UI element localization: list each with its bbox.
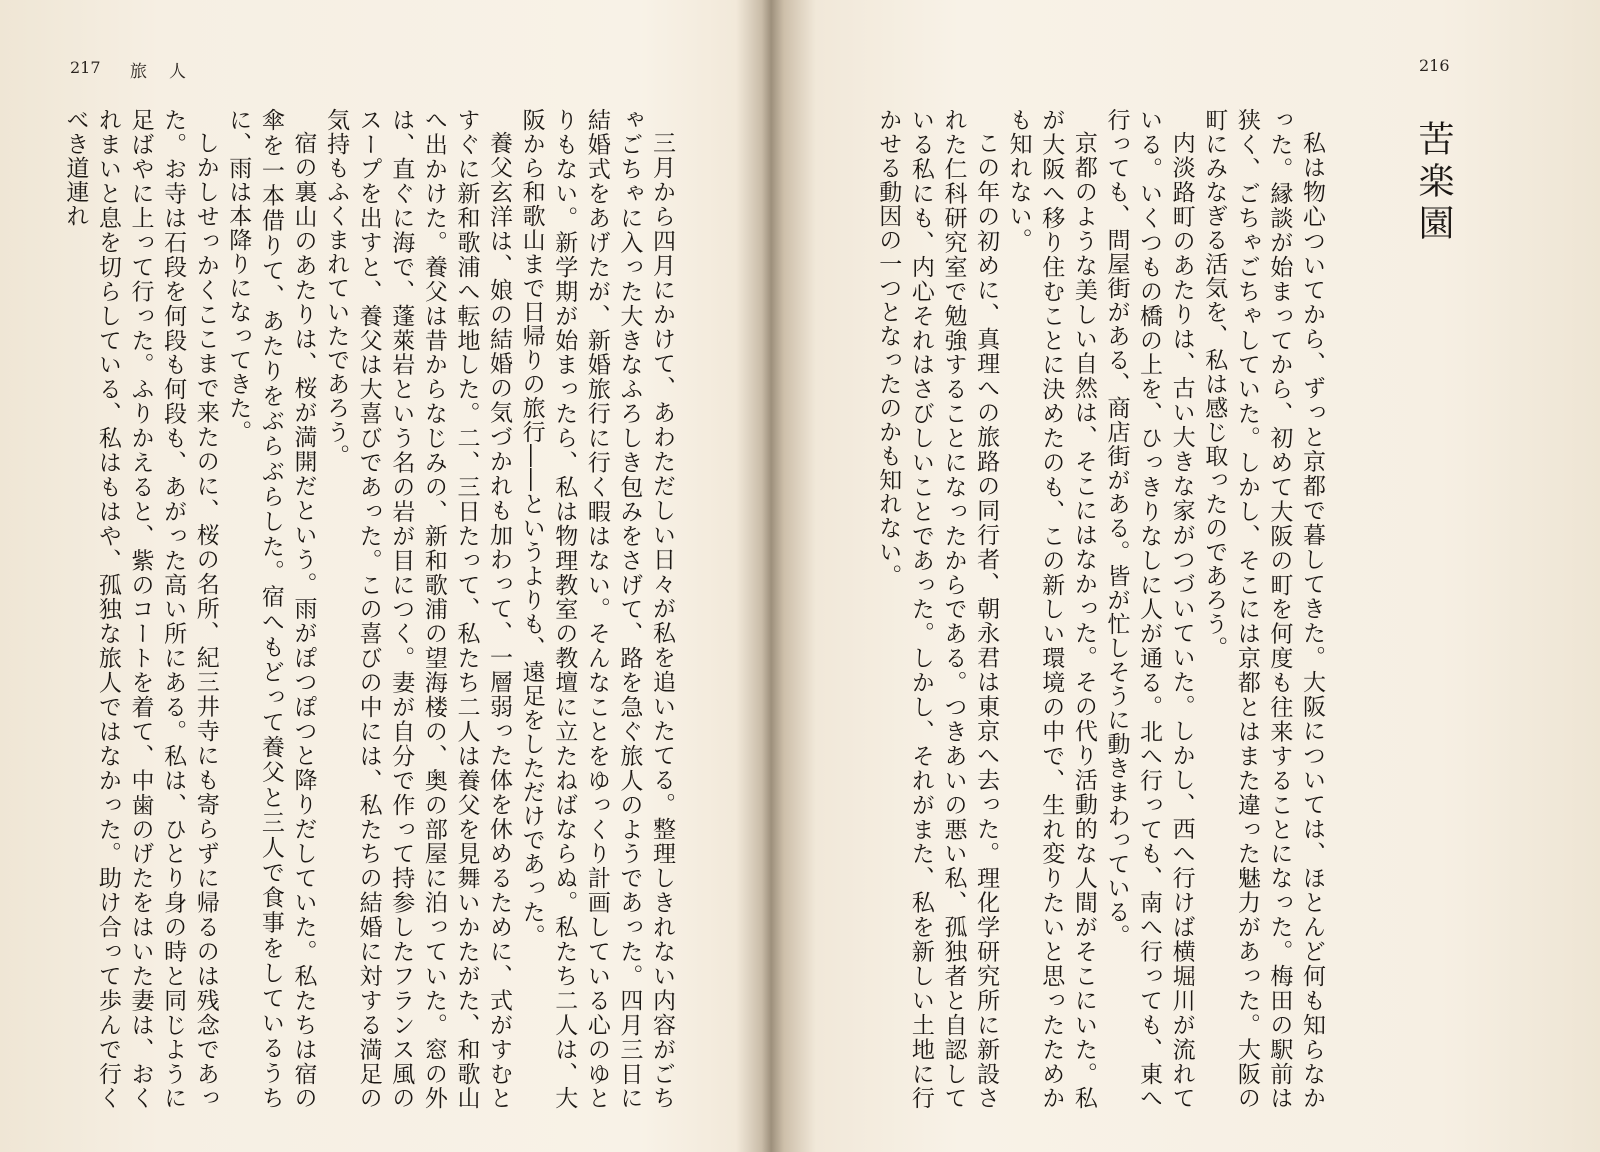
right-paragraph-3: 京都のような美しい自然は、そこにはなかった。その代り活動的な人間がそこにいた。私が大阪へ移り住むことに決めたのも、この新しい環境の中で、生れ変りたいと思ったためかも知れない。 <box>1005 108 1097 1110</box>
left-page-number: 217 <box>70 58 101 77</box>
right-paragraph-1: 私は物心ついてから、ずっと京都で暮してきた。大阪については、ほとんど何も知らなかった。縁談が始まってから、初めて大阪の町を何度も往来することになった。梅田の駅前は狭く、ごちゃごちゃしていた。しかし、そこには京都とはまた違った魅力があった。大阪の町にみなぎる活気を、私は感じ取ったのであろう。 <box>1201 108 1325 1110</box>
right-page-number: 216 <box>1419 56 1450 75</box>
right-page-text <box>818 108 1328 1110</box>
left-paragraph-1: 三月から四月にかけて、あわただしい日々が私を追いたてる。整理しきれない内容がごちゃごちゃに入った大きなふろしき包みをさげて、路を急ぐ旅人のようであった。四月三日に結婚式をあげたが、新婚旅行に行く暇はない。そんなことをゆっくり計画している心のゆとりもない。新学期が始まったら、私は物理教室の教壇に立たねばならぬ。私たち二人は、大阪から和歌山まで日帰りの旅行――というよりも、遠足をしただけであった。 <box>518 108 675 1110</box>
left-paragraph-2: 養父玄洋は、娘の結婚の気づかれも加わって、一層弱った体を休めるために、式がすむとすぐに新和歌浦へ転地した。二、三日たって、私たち二人は養父を見舞いかたがた、和歌山へ出かけた。養父は昔からなじみの、新和歌浦の望海楼の、奥の部屋に泊っていた。窓の外は、直ぐに海で、蓬萊岩という名の岩が目につく。妻が自分で作って持参したフランス風のスープを出すと、養父は大喜びであった。この喜びの中には、私たちの結婚に対する満足の気持もふくまれていたであろう。 <box>323 108 513 1110</box>
left-paragraph-3: 宿の裏山のあたりは、桜が満開だという。雨がぽつぽつと降りだしていた。私たちは宿の傘を一本借りて、あたりをぶらぶらした。宿へもどって養父と三人で食事をしているうちに、雨は本降りになってきた。 <box>225 108 317 1110</box>
right-paragraph-2: 内淡路町のあたりは、古い大きな家がつづいていた。しかし、西へ行けば横堀川が流れている。いくつもの橋の上を、ひっきりなしに人が通る。北へ行っても、南へ行っても、東へ行っても、問屋街がある、商店街がある。皆が忙しそうに動きまわっている。 <box>1103 108 1195 1110</box>
chapter-title: 苦楽園 <box>1413 120 1454 246</box>
left-running-head: 旅人 <box>130 62 208 82</box>
right-paragraph-4: この年の初めに、真理への旅路の同行者、朝永君は東京へ去った。理化学研究所に新設された仁科研究室で勉強することになったからである。つきあいの悪い私、孤独者と自認している私にも、内心それはさびしいことであった。しかし、それがまた、私を新しい土地に行かせる動因の一つとなったのかも知れない。 <box>875 108 1000 1110</box>
left-paragraph-4: しかしせっかくここまで来たのに、桜の名所、紀三井寺にも寄らずに帰るのは残念であった。お寺は石段を何段も何段も、あがった高い所にある。私は、ひとり身の時と同じように足ばやに上って行った。ふりかえると、紫のコートを着て、中歯のげたをはいた妻は、おくれまいと息を切らしている、私はもはや、孤独な旅人ではなかった。助け合って歩んで行くべき道連れ <box>62 108 219 1110</box>
left-page-text <box>36 108 678 1110</box>
